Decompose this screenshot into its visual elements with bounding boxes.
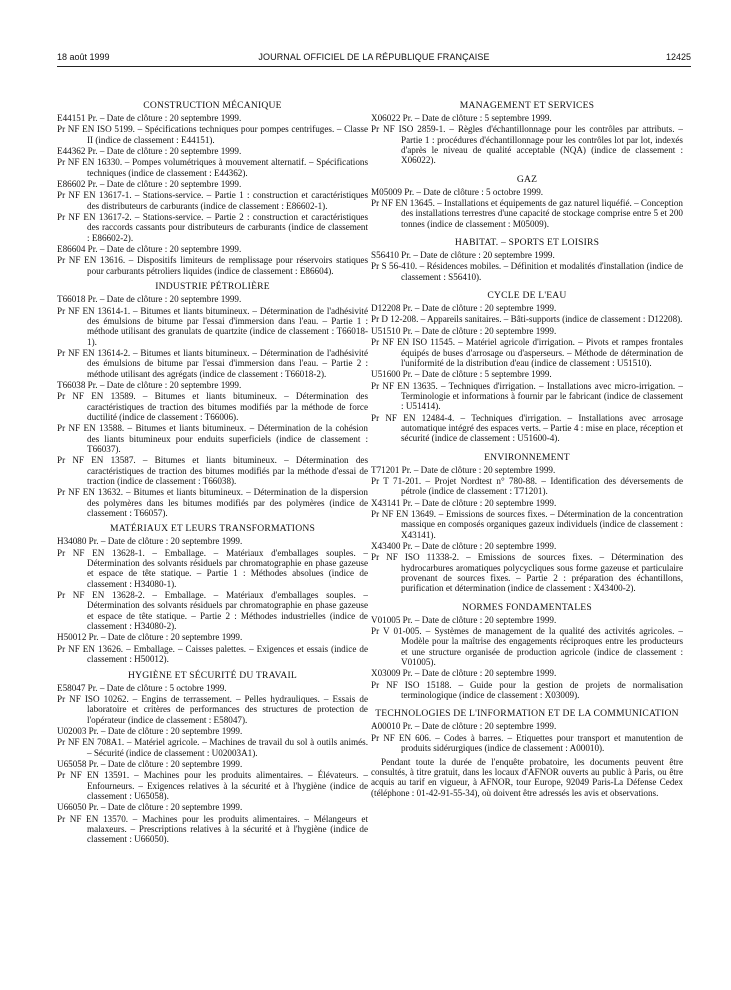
closing-date-line: T66038 Pr. – Date de clôture : 20 septembre 1999. [57, 379, 242, 390]
closing-date-line: E86604 Pr. – Date de clôture : 20 septembre 1999. [57, 244, 242, 255]
closing-date-line: T71201 Pr. – Date de clôture : 20 septembre 1999. [371, 464, 556, 475]
closing-date-line: H34080 Pr. – Date de clôture : 20 septembre 1999. [57, 536, 243, 547]
standard-entry: Pr NF EN 606. – Codes à barres. – Etiquettes pour transport et manutention de produits sidérurgiques (indice de classement : A00010). [371, 732, 683, 754]
standard-entry: Pr S 56-410. – Résidences mobiles. – Définition et modalités d'installation (indice de classement : S56410). [371, 261, 683, 282]
standard-entry: Pr NF EN 13645. – Installations et équipements de gaz naturel liquéfié. – Conception des installations terrestres d'une capacité de stockage comprise entre 5 et 200 tonnes (indice de classement : M05009). [371, 198, 683, 229]
closing-date-line: M05009 Pr. – Date de clôture : 5 octobre 1999. [371, 186, 544, 197]
standard-entry: Pr NF EN 13589. – Bitumes et liants bitumineux. – Détermination des caractéristiques de traction des bitumes modifiés par la méthode de force ductilité (indice de classement : T66006). [57, 391, 368, 422]
section-title: HABITAT. – SPORTS ET LOISIRS [454, 237, 600, 249]
section-title: ENVIRONNEMENT [484, 451, 570, 463]
standard-entry: Pr NF EN ISO 5199. – Spécifications techniques pour pompes centrifuges. – Classe II (indice de classement : E44151). [57, 124, 368, 145]
closing-date-line: S56410 Pr. – Date de clôture : 20 septembre 1999. [371, 250, 555, 261]
section-title: INDUSTRIE PÉTROLIÈRE [155, 281, 270, 293]
standard-entry: Pr T 71-201. – Projet Nordtest n° 780-88. – Identification des déversements de pétrole (indice de classement : T71201). [371, 475, 683, 497]
closing-date-line: X03009 Pr. – Date de clôture : 20 septembre 1999. [371, 668, 557, 679]
header-date: 18 août 1999 [57, 52, 110, 62]
standard-entry: Pr NF EN 12484-4. – Techniques d'irrigation. – Installations avec arrosage automatique intégré des espaces verts. – Partie 4 : mise en place, réception et sécurité (indice de classement : U51600-4). [371, 412, 683, 444]
section-title: MANAGEMENT ET SERVICES [459, 100, 595, 111]
standard-entry: Pr NF EN 13617-1. – Stations-service. – Partie 1 : construction et caractéristiques des distributeurs de carburants (indice de classement : E86602-1). [57, 190, 368, 211]
closing-date-line: U51600 Pr. – Date de clôture : 5 septembre 1999. [371, 369, 552, 380]
standard-entry: Pr V 01-005. – Systèmes de management de la qualité des activités agricoles. – Modèle pour la maîtrise des engagements réciproques entre les producteurs et une structure organisée de production agricole (indice de classement : V01005). [371, 626, 683, 668]
closing-date-line: E44362 Pr. – Date de clôture : 20 septembre 1999. [57, 146, 242, 157]
standard-entry: Pr NF EN 13570. – Machines pour les produits alimentaires. – Mélangeurs et malaxeurs. – Prescriptions relatives à la sécurité et à l'hygiène (indice de classement : U66050). [57, 813, 368, 845]
closing-date-line: U51510 Pr. – Date de clôture : 20 septembre 1999. [371, 325, 557, 336]
standard-entry: Pr NF ISO 10262. – Engins de terrassement. – Pelles hydrauliques. – Essais de laboratoire et critères de performances des structures de protection de l'opérateur (indice de classement : E58047). [57, 693, 368, 725]
closing-date-line: A00010 Pr. – Date de clôture : 20 septembre 1999. [371, 721, 557, 732]
standard-entry: Pr NF EN 13616. – Dispositifs limiteurs de remplissage pour réservoirs statiques pour carburants pétroliers liquides (indice de classement : E86604). [57, 255, 368, 276]
closing-date-line: H50012 Pr. – Date de clôture : 20 septembre 1999. [57, 632, 243, 643]
standard-entry: Pr NF EN 13614-1. – Bitumes et liants bitumineux. – Détermination de l'adhésivité des émulsions de bitume par l'essai d'immersion dans l'eau. – Partie 1 : méthode utilisant des granulats de quartzite (indice de classement : T66018-1). [57, 305, 368, 347]
left-column [57, 100, 368, 846]
standard-entry: Pr NF EN 13626. – Emballage. – Caisses palettes. – Exigences et essais (indice de classement : H50012). [57, 643, 368, 665]
section-title: HYGIÈNE ET SÉCURITÉ DU TRAVAIL [128, 669, 297, 681]
section-title: NORMES FONDAMENTALES [462, 601, 592, 613]
closing-date-line: X43141 Pr. – Date de clôture : 20 septembre 1999. [371, 497, 557, 508]
standard-entry: Pr NF EN 13632. – Bitumes et liants bitumineux. – Détermination de la dispersion des polymères dans les bitumes modifiés par des polymères (indice de classement : T66057). [57, 487, 368, 519]
page-header [57, 52, 691, 64]
standard-entry: Pr NF EN 16330. – Pompes volumétriques à mouvement alternatif. – Spécifications techniques (indice de classement : E44362). [57, 157, 368, 178]
standard-entry: Pr NF ISO 11338-2. – Emissions de sources fixes. – Détermination des hydrocarbures aromatiques polycycliques sous forme gazeuse et particulaire provenant de sources fixes. – Partie 2 : préparation des échantillons, purification et détermination (indice de classement : X43400-2). [371, 552, 683, 594]
section-title: GAZ [516, 173, 538, 185]
standard-entry: Pr NF EN 708A1. – Matériel agricole. – Machines de travail du sol à outils animés. – Sécurité (indice de classement : U02003A1). [57, 737, 368, 758]
standard-entry: Pr D 12-208. – Appareils sanitaires. – Bâti-supports (indice de classement : D12208). [371, 314, 683, 325]
closing-date-line: X06022 Pr. – Date de clôture : 5 septembre 1999. [371, 113, 552, 123]
closing-date-line: T66018 Pr. – Date de clôture : 20 septembre 1999. [57, 294, 242, 305]
closing-date-line: E86602 Pr. – Date de clôture : 20 septembre 1999. [57, 179, 242, 190]
section-title: MATÉRIAUX ET LEURS TRANSFORMATIONS [109, 523, 315, 535]
closing-date-line: U02003 Pr. – Date de clôture : 20 septembre 1999. [57, 725, 243, 736]
standard-entry: Pr NF EN ISO 11545. – Matériel agricole d'irrigation. – Pivots et rampes frontales équipés de buses d'arrosage ou d'asperseurs. – Méthode de détermination de l'uniformité de la distribution d'eau (indice de classement : U51510). [371, 337, 683, 368]
standard-entry: Pr NF EN 13587. – Bitumes et liants bitumineux. – Détermination des caractéristiques de traction des bitumes modifiés par la méthode d'essai de traction (indice de classement : T66038). [57, 455, 368, 486]
standard-entry: Pr NF EN 13614-2. – Bitumes et liants bitumineux. – Détermination de l'adhésivité des émulsions de bitume par l'essai d'immersion dans l'eau. – Partie 2 : méthode utilisant des agrégats (indice de classement : T66018-2). [57, 347, 368, 379]
header-title: JOURNAL OFFICIEL DE LA RÉPUBLIQUE FRANÇAISE [258, 52, 490, 62]
header-rule [57, 66, 691, 67]
header-page-number: 12425 [665, 52, 691, 62]
closing-date-line: E58047 Pr. – Date de clôture : 5 octobre 1999. [57, 682, 227, 693]
closing-date-line: V01005 Pr. – Date de clôture : 20 septembre 1999. [371, 614, 557, 625]
section-title: CYCLE DE L'EAU [487, 290, 567, 302]
standard-entry: Pr NF EN 13635. – Techniques d'irrigation. – Installations avec micro-irrigation. – Terminologie et informations à fournir par le fabricant (indice de classement : U51414). [371, 380, 683, 412]
standard-entry: Pr NF EN 13588. – Bitumes et liants bitumineux. – Détermination de la cohésion des liants bitumineux pour enduits superficiels (indice de classement : T66037). [57, 423, 368, 454]
standard-entry: Pr NF EN 13628-2. – Emballage. – Matériaux d'emballages souples. – Détermination des solvants résiduels par chromatographie en phase gazeuse et espace de tête statique. – Partie 2 : Méthodes industrielles (indice de classement : H34080-2). [57, 590, 368, 632]
closing-date-line: U65058 Pr. – Date de clôture : 20 septembre 1999. [57, 758, 243, 769]
standard-entry: Pr NF EN 13617-2. – Stations-service. – Partie 2 : construction et caractéristiques des raccords cassants pour distributeurs de carburants (indice de classement : E86602-2). [57, 212, 368, 243]
section-title: CONSTRUCTION MÉCANIQUE [143, 100, 282, 111]
notice-paragraph: Pendant toute la durée de l'enquête probatoire, les documents peuvent être consultés, à titre gratuit, dans les locaux d'AFNOR ouverts au public à Paris, ou être acquis au tarif en vigueur, à AFNOR, tour Europe, 92049 Paris-La Défense Cedex (téléphone : 01-42-91-55-34), où doivent être adressés les avis et observations. [371, 756, 683, 798]
standard-entry: Pr NF EN 13591. – Machines pour les produits alimentaires. – Élévateurs. – Enfourneurs. – Exigences relatives à la sécurité et à l'hygiène (indice de classement : U65058). [57, 770, 368, 801]
closing-date-line: X43400 Pr. – Date de clôture : 20 septembre 1999. [371, 541, 557, 551]
standard-entry: Pr NF ISO 2859-1. – Règles d'échantillonnage pour les contrôles par attributs. – Partie 1 : procédures d'échantillonnage pour les contrôles lot par lot, indexés d'après le niveau de qualité acceptable (NQA) (indice de classement : X06022). [371, 124, 683, 166]
closing-date-line: E44151 Pr. – Date de clôture : 20 septembre 1999. [57, 113, 242, 123]
standard-entry: Pr NF EN 13628-1. – Emballage. – Matériaux d'emballages souples. – Détermination des solvants résiduels par chromatographie en phase gazeuse et espace de tête statique. – Partie 1 : Méthodes absolues (indice de classement : H34080-1). [57, 547, 368, 589]
closing-date-line: U66050 Pr. – Date de clôture : 20 septembre 1999. [57, 802, 243, 813]
section-title: TECHNOLOGIES DE L'INFORMATION ET DE LA COMMUNICATION [375, 708, 679, 720]
standard-entry: Pr NF EN 13649. – Emissions de sources fixes. – Détermination de la concentration massique en composés organiques gazeux individuels (indice de classement : X43141). [371, 508, 683, 540]
closing-date-line: D12208 Pr. – Date de clôture : 20 septembre 1999. [371, 303, 557, 314]
standard-entry: Pr NF ISO 15188. – Guide pour la gestion de projets de normalisation terminologique (indice de classement : X03009). [371, 679, 683, 701]
right-column [371, 100, 683, 799]
